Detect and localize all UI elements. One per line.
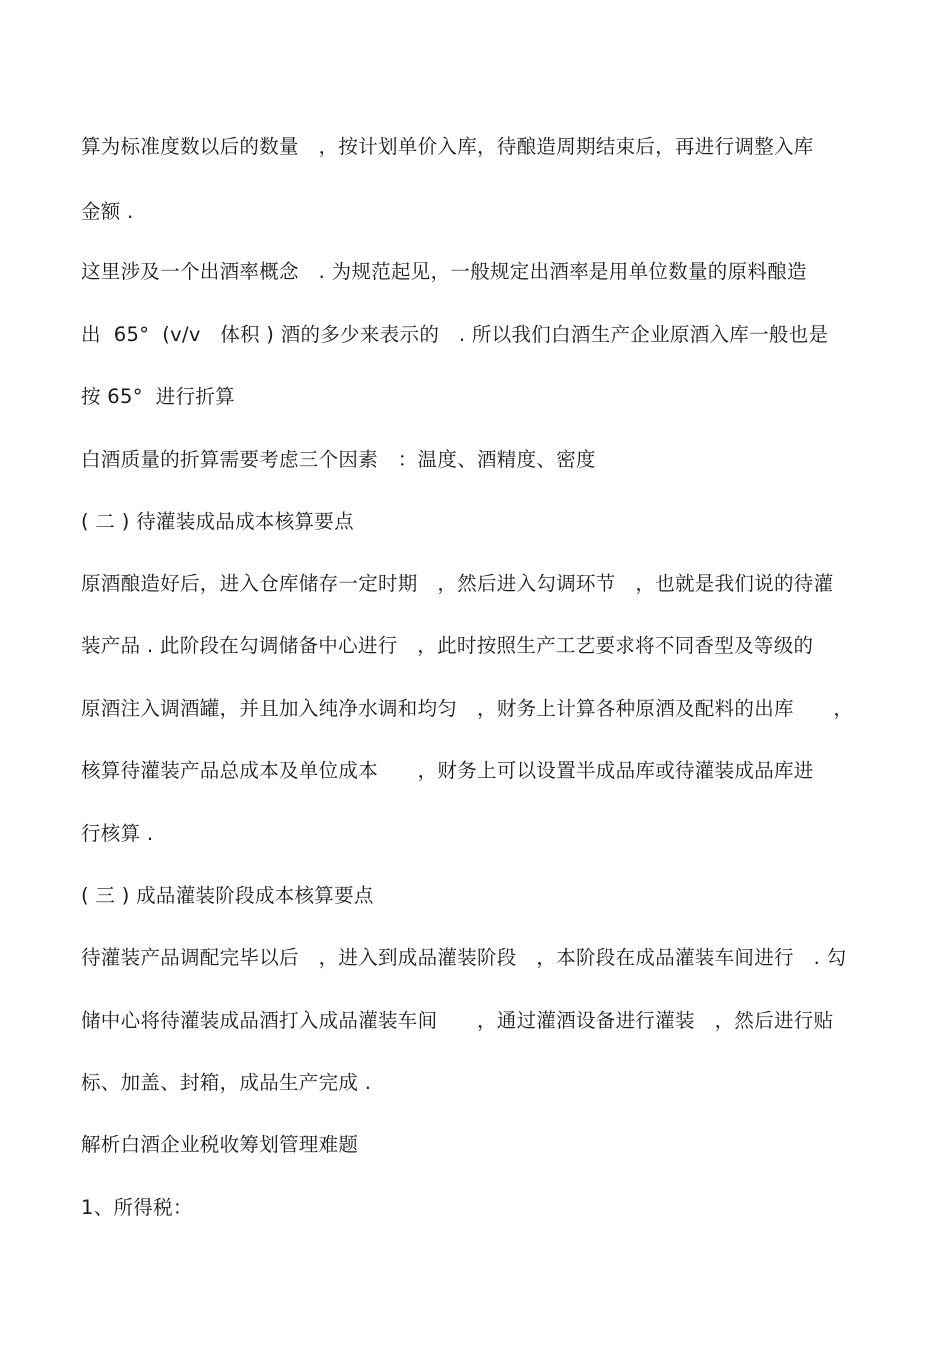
text-line: 金额 . — [81, 200, 134, 223]
text-line: 白酒质量的折算需要考虑三个因素 ：温度、酒精度、密度 — [81, 448, 596, 471]
text-line: 算为标准度数以后的数量 ，按计划单价入库，待酿造周期结束后，再进行调整入库 — [81, 135, 814, 158]
text-line: 装产品 . 此阶段在勾调储备中心进行 ，此时按照生产工艺要求将不同香型及等级的 — [81, 634, 814, 657]
text-line: 行核算 . — [81, 822, 154, 845]
text-line: 待灌装产品调配完毕以后 ，进入到成品灌装阶段 ，本阶段在成品灌装车间进行 . 勾 — [81, 946, 847, 969]
text-line: 储中心将待灌装成品酒打入成品灌装车间 ，通过灌酒设备进行灌装 ，然后进行贴 — [81, 1009, 834, 1032]
text-line: 1、所得税： — [81, 1196, 193, 1219]
section-heading: ( 二 ) 待灌装成品成本核算要点 — [81, 510, 354, 533]
section-heading: ( 三 ) 成品灌装阶段成本核算要点 — [81, 884, 374, 907]
text-line: 标、加盖、封箱，成品生产完成 . — [81, 1071, 372, 1094]
text-line: 出 65° (v/v 体积 ) 酒的多少来表示的 . 所以我们白酒生产企业原酒入库一般也是 — [81, 323, 829, 346]
text-line: 原酒酿造好后，进入仓库储存一定时期 ，然后进入勾调环节 ，也就是我们说的待灌 — [81, 572, 834, 595]
text-line: 原酒注入调酒罐，并且加入纯净水调和均匀 ，财务上计算各种原酒及配料的出库 ， — [81, 697, 854, 720]
text-line: 核算待灌装产品总成本及单位成本 ，财务上可以设置半成品库或待灌装成品库进 — [81, 759, 814, 782]
text-line: 这里涉及一个出酒率概念 . 为规范起见，一般规定出酒率是用单位数量的原料酿造 — [81, 260, 807, 283]
text-line: 按 65° 进行折算 — [81, 385, 235, 408]
section-heading: 解析白酒企业税收筹划管理难题 — [81, 1133, 359, 1156]
